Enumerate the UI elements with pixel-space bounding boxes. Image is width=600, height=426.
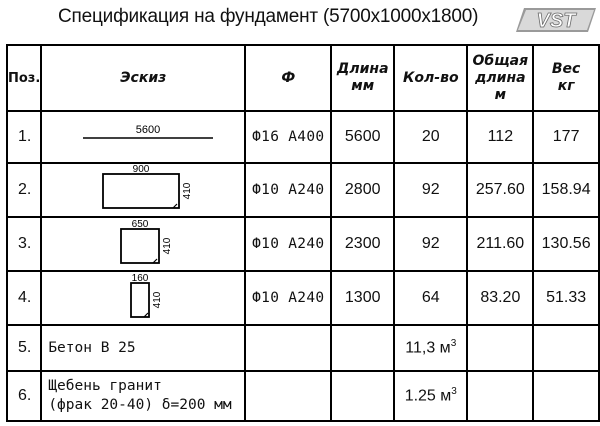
header-weight-l1: Вес <box>551 61 581 77</box>
row-total: 211.60 <box>467 217 533 271</box>
vst-logo <box>514 4 598 36</box>
table-row <box>7 371 599 421</box>
qty-value: 1.25 м <box>404 387 452 405</box>
row-diameter: Ф16 А400 <box>245 111 331 163</box>
header-weight-l2: кг <box>557 78 575 94</box>
header-length <box>331 45 394 111</box>
empty-cell <box>331 325 394 371</box>
table-row <box>7 217 599 271</box>
row-diameter: Ф10 А240 <box>245 271 331 325</box>
row-length: 2800 <box>331 163 394 217</box>
header-length-l2: мм <box>351 78 375 94</box>
row-pos: 6. <box>7 371 41 421</box>
row-total: 83.20 <box>467 271 533 325</box>
empty-cell <box>533 371 599 421</box>
qty-unit-power: 3 <box>451 386 457 398</box>
page-title: Спецификация на фундамент (5700x1000x1800) <box>58 6 479 27</box>
row-pos: 4. <box>7 271 41 325</box>
rebar-frame-sketch <box>43 164 243 212</box>
empty-cell <box>245 325 331 371</box>
rebar-straight-sketch <box>43 112 243 158</box>
row-weight: 51.33 <box>533 271 599 325</box>
row-total: 112 <box>467 111 533 163</box>
header-row <box>7 45 599 111</box>
row-weight: 177 <box>533 111 599 163</box>
row-length: 5600 <box>331 111 394 163</box>
row-pos: 2. <box>7 163 41 217</box>
row-pos: 3. <box>7 217 41 271</box>
empty-cell <box>331 371 394 421</box>
table-row <box>7 271 599 325</box>
row-material-name: Бетон В 25 <box>41 325 245 371</box>
row-qty: 92 <box>394 163 467 217</box>
qty-unit-power: 3 <box>450 338 457 350</box>
logo-text: VST <box>536 10 576 32</box>
header-total-l1: Общая <box>472 52 529 69</box>
row-total: 257.60 <box>467 163 533 217</box>
empty-cell <box>467 325 533 371</box>
header-sketch: Эскиз <box>41 45 245 111</box>
empty-cell <box>533 325 599 371</box>
sketch-dim: 410 <box>152 291 164 309</box>
header-total-l3: м <box>494 86 507 103</box>
sketch-dim: 160 <box>131 273 149 284</box>
header-diameter: Ф <box>245 45 331 111</box>
row-qty: 92 <box>394 217 467 271</box>
sketch-cell <box>41 163 245 217</box>
spec-table <box>6 44 600 422</box>
table-row <box>7 111 599 163</box>
sketch-dim: 900 <box>132 164 150 175</box>
sketch-cell <box>41 111 245 163</box>
row-qty: 20 <box>394 111 467 163</box>
row-diameter: Ф10 А240 <box>245 163 331 217</box>
row-length: 1300 <box>331 271 394 325</box>
rebar-frame-sketch <box>43 218 243 266</box>
row-length: 2300 <box>331 217 394 271</box>
empty-cell <box>467 371 533 421</box>
header-total-l2: длина <box>475 69 526 86</box>
row-qty: 64 <box>394 271 467 325</box>
header-length-l1: Длина <box>336 61 389 77</box>
rebar-frame-sketch <box>43 272 243 320</box>
sketch-cell <box>41 217 245 271</box>
header-pos: Поз. <box>7 45 41 111</box>
row-weight: 130.56 <box>533 217 599 271</box>
sketch-cell <box>41 271 245 325</box>
row-diameter: Ф10 А240 <box>245 217 331 271</box>
row-pos: 1. <box>7 111 41 163</box>
material-name-l1: Щебень гранит <box>48 378 162 394</box>
row-qty <box>394 325 467 371</box>
header-weight <box>533 45 599 111</box>
material-name-l2: (фрак 20-40) δ=200 мм <box>48 397 232 413</box>
empty-cell <box>245 371 331 421</box>
row-qty <box>394 371 467 421</box>
row-pos: 5. <box>7 325 41 371</box>
table-row <box>7 325 599 371</box>
row-weight: 158.94 <box>533 163 599 217</box>
sketch-dim: 410 <box>162 237 174 255</box>
header-qty: Кол-во <box>394 45 467 111</box>
sketch-dim: 5600 <box>136 124 161 136</box>
sketch-dim: 410 <box>182 182 194 200</box>
qty-value: 11,3 м <box>405 339 451 357</box>
sketch-dim: 650 <box>131 219 149 230</box>
header-total-length <box>467 45 533 111</box>
row-material-name <box>41 371 245 421</box>
table-row <box>7 163 599 217</box>
